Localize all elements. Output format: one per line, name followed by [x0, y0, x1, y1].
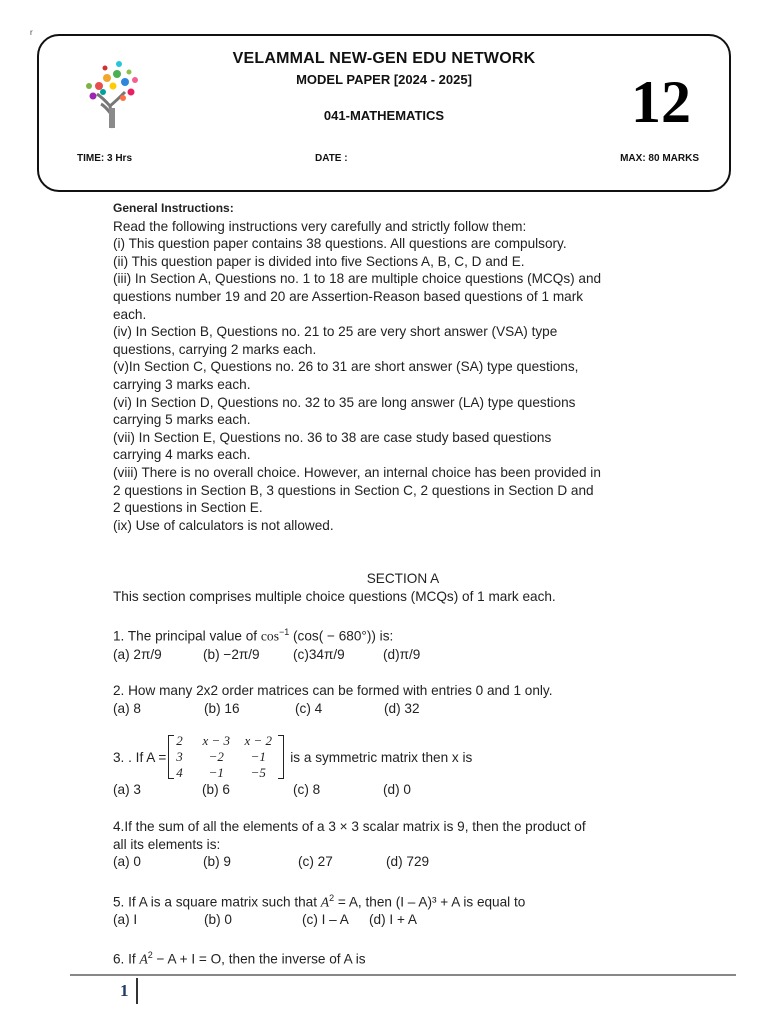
option-c: (c)34π/9 — [293, 646, 345, 662]
question-2-options — [113, 700, 673, 718]
matrix-cell: x − 2 — [244, 733, 273, 749]
option-a: (a) I — [113, 911, 138, 927]
matrix-cell: 4 — [176, 765, 183, 781]
matrix-row — [176, 733, 276, 749]
cos-symbol: cos — [260, 629, 279, 644]
instructions-list — [113, 218, 673, 535]
question-1-options — [113, 646, 673, 664]
question-5 — [113, 890, 673, 929]
question-3-pre: 3. . If A = — [113, 749, 167, 765]
matrix-variable: A — [139, 952, 148, 967]
matrix-cell: −5 — [250, 765, 266, 781]
section-description: This section comprises multiple choice questions (MCQs) of 1 mark each. — [113, 588, 556, 604]
instruction-line: 2 questions in Section B, 3 questions in Section C, 2 questions in Section D and — [113, 482, 594, 498]
option-c: (c) I – A — [302, 911, 349, 927]
question-3-options — [113, 781, 673, 799]
instruction-line: (iv) In Section B, Questions no. 21 to 25 are very short answer (VSA) type — [113, 324, 558, 340]
option-a: (a) 2π/9 — [113, 646, 162, 662]
paper-content — [113, 200, 673, 969]
instruction-line: carrying 4 marks each. — [113, 447, 251, 463]
question-4-options — [113, 853, 673, 871]
instruction-line: (v)In Section C, Questions no. 26 to 31 are short answer (SA) type questions, — [113, 359, 579, 375]
instruction-line: questions, carrying 2 marks each. — [113, 341, 317, 357]
page-number-bar — [136, 978, 138, 1004]
question-6-post: − A + I = O, then the inverse of A is — [152, 952, 366, 967]
question-4 — [113, 818, 673, 871]
question-3 — [113, 733, 673, 799]
option-d: (d) 32 — [384, 700, 420, 716]
max-marks-label: MAX: 80 MARKS — [620, 153, 699, 164]
matrix-a — [168, 733, 284, 781]
question-5-text — [113, 890, 673, 911]
option-c: (c) 8 — [293, 782, 321, 798]
option-c: (c) 27 — [298, 854, 333, 870]
option-a: (a) 0 — [113, 854, 141, 870]
matrix-cell: −1 — [208, 765, 224, 781]
paper-title: MODEL PAPER [2024 - 2025] — [296, 72, 472, 87]
instruction-line: carrying 5 marks each. — [113, 412, 251, 428]
question-1 — [113, 624, 673, 663]
option-c: (c) 4 — [295, 700, 323, 716]
instruction-line: Read the following instructions very carefully and strictly follow them: — [113, 218, 527, 234]
option-b: (b) 9 — [203, 854, 231, 870]
square-superscript: 2 — [147, 950, 153, 961]
option-d: (d) 0 — [383, 782, 411, 798]
matrix-row — [176, 749, 276, 765]
question-3-post: is a symmetric matrix then x is — [290, 749, 473, 765]
instruction-line: (vii) In Section E, Questions no. 36 to 38 are case study based questions — [113, 429, 552, 445]
matrix-cell: 3 — [176, 749, 183, 765]
question-3-text — [113, 733, 673, 781]
square-superscript: 2 — [329, 892, 335, 903]
grade-number: 12 — [631, 69, 691, 135]
option-b: (b) −2π/9 — [203, 646, 260, 662]
matrix-variable: A — [320, 894, 330, 910]
option-b: (b) 6 — [202, 782, 230, 798]
question-6 — [113, 947, 673, 968]
question-4-line-1: 4.If the sum of all the elements of a 3 × 3 scalar matrix is 9, then the product of — [113, 818, 586, 834]
instruction-line: (iii) In Section A, Questions no. 1 to 18 are multiple choice questions (MCQs) and — [113, 271, 602, 287]
instruction-line: (ii) This question paper is divided into five Sections A, B, C, D and E. — [113, 253, 525, 269]
matrix-cell: −2 — [208, 749, 224, 765]
matrix-row — [176, 765, 276, 781]
question-2-text: 2. How many 2x2 order matrices can be formed with entries 0 and 1 only. — [113, 683, 553, 699]
instruction-line: questions number 19 and 20 are Assertion-Reason based questions of 1 mark — [113, 288, 584, 304]
question-6-pre: 6. If — [113, 952, 140, 967]
instruction-line: 2 questions in Section E. — [113, 500, 263, 516]
option-d: (d)π/9 — [383, 646, 421, 662]
question-2 — [113, 682, 673, 717]
option-a: (a) 8 — [113, 700, 141, 716]
matrix-cell: −1 — [250, 749, 266, 765]
date-label: DATE : — [315, 153, 348, 164]
matrix-cell: 2 — [176, 733, 183, 749]
option-d: (d) I + A — [369, 911, 417, 927]
section-title: SECTION A — [366, 571, 440, 587]
question-1-pre: 1. The principal value of — [113, 629, 261, 644]
instruction-line: (i) This question paper contains 38 questions. All questions are compulsory. — [113, 236, 567, 252]
question-5-options — [113, 911, 673, 929]
question-5-pre: 5. If A is a square matrix such that — [113, 894, 321, 910]
question-1-text — [113, 624, 673, 645]
instructions-title: General Instructions: — [113, 201, 234, 215]
option-a: (a) 3 — [113, 782, 141, 798]
footer-rule — [70, 974, 736, 976]
header-box — [37, 34, 731, 192]
question-5-post: = A, then (I – A)³ + A is equal to — [334, 894, 526, 910]
inverse-superscript: −1 — [278, 627, 290, 638]
org-name: VELAMMAL NEW-GEN EDU NETWORK — [232, 50, 536, 67]
corner-mark: r — [30, 28, 33, 37]
instruction-line: each. — [113, 306, 147, 322]
question-4-line-2: all its elements is: — [113, 836, 221, 852]
question-6-text — [113, 947, 673, 968]
option-b: (b) 0 — [204, 911, 232, 927]
page-number: 1 — [120, 981, 129, 1000]
time-label: TIME: 3 Hrs — [77, 153, 133, 164]
question-1-post: (cos( − 680°)) is: — [289, 629, 394, 644]
subject-title: 041-MATHEMATICS — [323, 108, 445, 123]
instruction-line: (ix) Use of calculators is not allowed. — [113, 517, 334, 533]
option-b: (b) 16 — [204, 700, 240, 716]
instruction-line: carrying 3 marks each. — [113, 376, 251, 392]
instruction-line: (viii) There is no overall choice. However, an internal choice has been provided in — [113, 464, 601, 480]
instruction-line: (vi) In Section D, Questions no. 32 to 35 are long answer (LA) type questions — [113, 394, 576, 410]
matrix-cell: x − 3 — [202, 733, 231, 749]
option-d: (d) 729 — [386, 854, 430, 870]
